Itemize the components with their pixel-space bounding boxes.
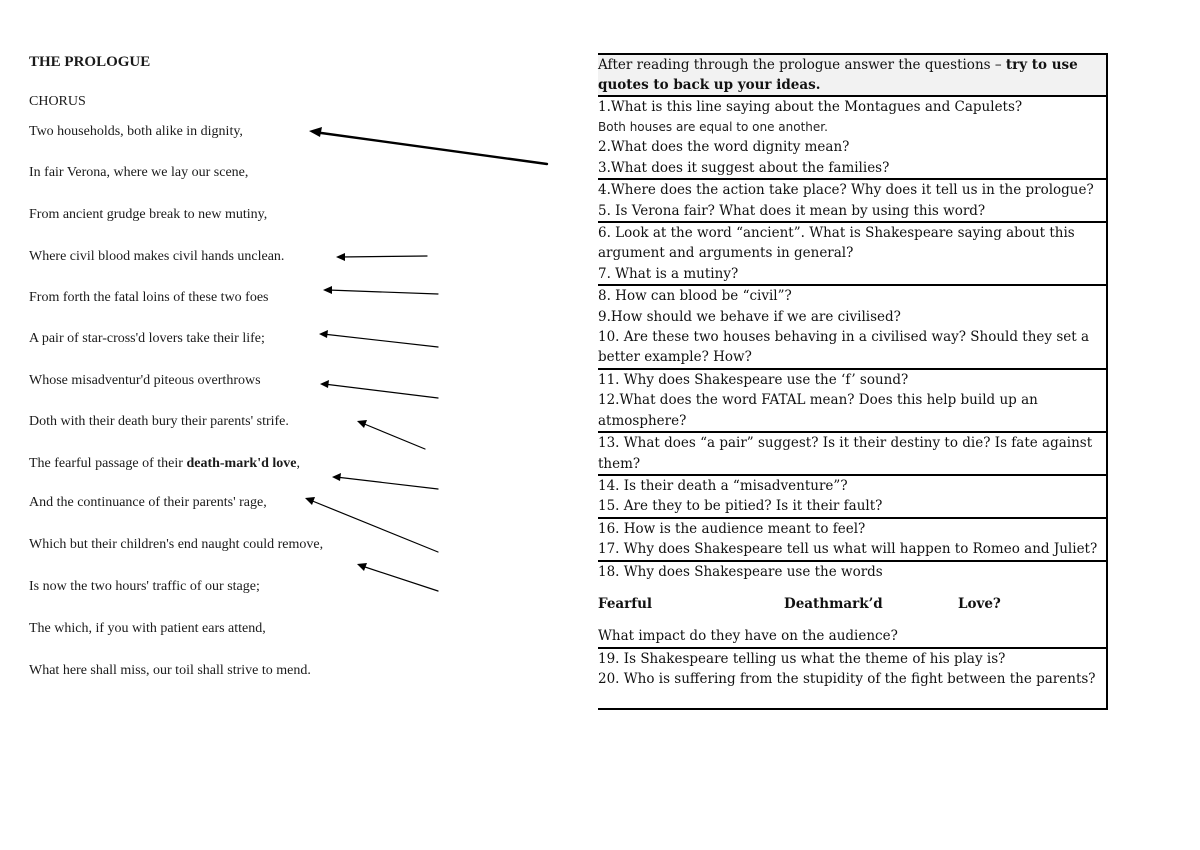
question-13: 13. What does “a pair” suggest? Is it their destiny to die? Is fate against them? [598,435,1093,472]
poem-line-9 [29,456,300,472]
question-7: 7. What is a mutiny? [598,265,739,282]
word-deathmarkd: Deathmark’d [784,595,883,612]
poem-line-6: A pair of star-cross'd lovers take their life; [29,331,265,346]
question-cell-11-12 [598,370,1106,433]
poem-speaker: CHORUS [29,94,86,109]
questions-header [598,55,1106,97]
question-9: 9.How should we behave if we are civilised? [598,308,901,325]
poem-line-9-start: The fearful passage of their [29,456,187,471]
question-18-words [598,594,1106,614]
arrow-head-icon [357,420,367,428]
question-17: 17. Why does Shakespeare tell us what will happen to Romeo and Juliet? [598,541,1098,558]
question-15: 15. Are they to be pitied? Is it their fault? [598,498,883,515]
answer-space[interactable] [598,690,1106,708]
arrow-line-12 [362,566,438,591]
poem-line-10: And the continuance of their parents' rage, [29,495,267,510]
questions-table [598,53,1108,710]
question-18-end: What impact do they have on the audience? [598,628,898,645]
word-fearful: Fearful [598,595,653,612]
poem-line-5: From forth the fatal loins of these two foes [29,290,269,305]
question-cell-6-7 [598,223,1106,286]
arrow-head-icon [305,497,315,505]
question-6: 6. Look at the word “ancient”. What is Shakespeare saying about this argument and arguments in general? [598,225,1075,262]
poem-line-14: What here shall miss, our toil shall strive to mend. [29,663,311,678]
arrow-line-5 [328,290,438,294]
question-16: 16. How is the audience meant to feel? [598,520,866,537]
question-cell-8-10 [598,286,1106,370]
arrow-head-icon [320,380,329,388]
header-emphasis: try to use quotes to back up your ideas. [598,57,1078,93]
poem-line-11: Which but their children's end naught could remove, [29,537,324,552]
question-3: 3.What does it suggest about the families? [598,159,890,176]
poem-title: THE PROLOGUE [29,54,151,70]
question-2: 2.What does the word dignity mean? [598,139,850,156]
header-instructions: After reading through the prologue answer the questions – [598,57,1006,73]
question-5: 5. Is Verona fair? What does it mean by using this word? [598,202,986,219]
question-cell-16-17 [598,519,1106,562]
poem-line-12: Is now the two hours' traffic of our stage; [29,579,260,594]
arrow-line-8 [362,423,425,449]
arrow-head-icon [323,286,332,294]
question-cell-4-5 [598,180,1106,223]
question-19: 19. Is Shakespeare telling us what the theme of his play is? [598,650,1006,667]
question-14: 14. Is their death a “misadventure”? [598,477,848,494]
poem-line-2: In fair Verona, where we lay our scene, [29,165,249,180]
arrow-head-icon [336,253,345,261]
question-cell-18 [598,562,1106,649]
question-20: 20. Who is suffering from the stupidity of the fight between the parents? [598,671,1096,688]
poem-line-13: The which, if you with patient ears attend, [29,621,266,636]
poem-line-3: From ancient grudge break to new mutiny, [29,207,268,222]
question-12: 12.What does the word FATAL mean? Does this help build up an atmosphere? [598,392,1038,429]
question-cell-1-3 [598,97,1106,180]
arrow-line-10 [310,500,438,552]
question-cell-19-20 [598,649,1106,708]
question-8: 8. How can blood be “civil”? [598,288,792,305]
arrow-line-1 [314,132,547,164]
arrow-head-icon [357,563,367,571]
arrow-line-4 [340,256,427,257]
arrow-head-icon [309,127,322,137]
arrow-line-6 [323,334,438,347]
poem-line-4: Where civil blood makes civil hands unclean. [29,249,285,264]
poem-line-9-end: , [296,456,300,471]
poem-line-1: Two households, both alike in dignity, [29,124,243,139]
question-1: 1.What is this line saying about the Montagues and Capulets? [598,99,1023,115]
poem-line-8: Doth with their death bury their parents' strife. [29,414,289,429]
arrow-head-icon [319,330,328,338]
arrow-head-icon [332,473,341,481]
question-18: 18. Why does Shakespeare use the words [598,563,883,580]
question-cell-14-15 [598,476,1106,519]
word-love: Love? [958,595,1001,612]
answer-1[interactable]: Both houses are equal to one another. [598,120,828,135]
question-10: 10. Are these two houses behaving in a civilised way? Should they set a better example? How? [598,329,1089,366]
question-cell-13 [598,433,1106,476]
arrow-line-9 [336,477,438,489]
poem-bold-phrase: death-mark'd love [186,456,297,471]
arrow-line-7 [324,384,438,398]
question-11: 11. Why does Shakespeare use the ‘f’ sound? [598,371,909,388]
poem-line-7: Whose misadventur'd piteous overthrows [29,373,261,388]
question-4: 4.Where does the action take place? Why does it tell us in the prologue? [598,182,1094,199]
